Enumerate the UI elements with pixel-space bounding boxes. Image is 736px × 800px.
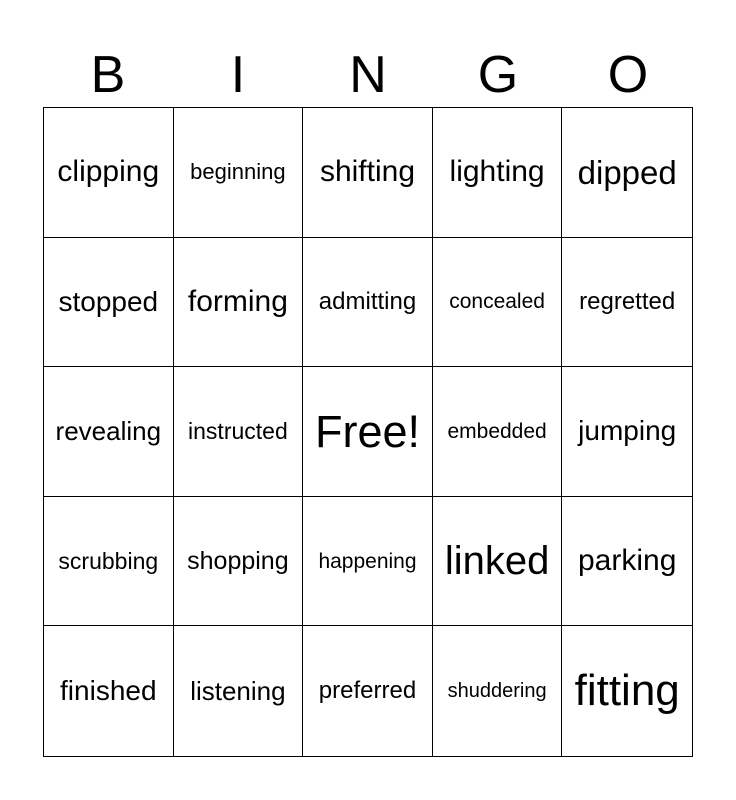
- bingo-grid: [43, 107, 693, 757]
- bingo-cell: instructed: [174, 367, 304, 497]
- bingo-cell: embedded: [433, 367, 563, 497]
- bingo-cell: shifting: [303, 108, 433, 238]
- header-letter-b: B: [90, 46, 126, 104]
- bingo-header: [43, 44, 693, 106]
- bingo-cell: concealed: [433, 238, 563, 368]
- header-letter-g: G: [477, 46, 519, 104]
- bingo-cell: dipped: [562, 108, 692, 238]
- bingo-cell: shuddering: [433, 626, 563, 756]
- bingo-cell: lighting: [433, 108, 563, 238]
- bingo-cell: fitting: [574, 666, 680, 716]
- bingo-cell: scrubbing: [44, 497, 174, 627]
- bingo-cell: stopped: [44, 238, 174, 368]
- header-letter-o: O: [607, 46, 649, 104]
- bingo-cell: revealing: [44, 367, 174, 497]
- bingo-cell: shopping: [174, 497, 304, 627]
- bingo-cell: preferred: [303, 626, 433, 756]
- bingo-cell: linked: [433, 497, 563, 627]
- bingo-cell: admitting: [303, 238, 433, 368]
- bingo-cell: jumping: [562, 367, 692, 497]
- bingo-cell: clipping: [44, 108, 174, 238]
- bingo-cell: beginning: [174, 108, 304, 238]
- header-letter-i: I: [230, 46, 246, 104]
- bingo-cell: forming: [174, 238, 304, 368]
- bingo-cell: listening: [174, 626, 304, 756]
- bingo-cell: regretted: [562, 238, 692, 368]
- bingo-cell: finished: [44, 626, 174, 756]
- bingo-cell: parking: [562, 497, 692, 627]
- bingo-cell: happening: [303, 497, 433, 627]
- header-letter-n: N: [349, 46, 387, 104]
- free-space-cell: Free!: [303, 367, 433, 497]
